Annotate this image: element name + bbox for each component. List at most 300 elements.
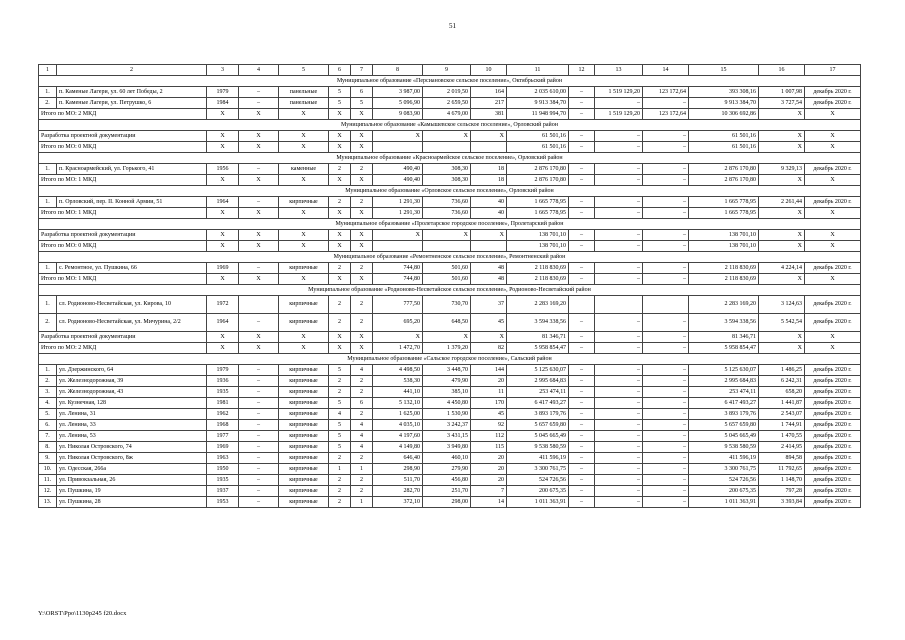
table-cell: кирпичные <box>279 420 329 431</box>
table-cell: декабрь 2020 г. <box>805 486 861 497</box>
table-cell: – <box>643 263 689 274</box>
table-cell: X <box>423 131 471 142</box>
table-cell: – <box>643 398 689 409</box>
table-cell: – <box>595 475 643 486</box>
table-cell: 11. <box>39 475 57 486</box>
section-title: Муниципальное образование «Пролетарское городское поселение», Пролетарский район <box>39 219 861 230</box>
table-cell: 2. <box>39 98 57 109</box>
table-cell: декабрь 2020 г. <box>805 365 861 376</box>
total-label: Итого по МО: 0 МКД <box>39 241 207 252</box>
table-cell: – <box>569 332 595 343</box>
footer-file-path: Y:\ORST\Ppo\1130p245 f20.docx <box>38 610 127 617</box>
table-row <box>39 409 861 420</box>
table-cell: 11 948 994,70 <box>507 109 569 120</box>
table-cell: X <box>279 241 329 252</box>
table-cell: 5. <box>39 409 57 420</box>
table-cell: 48 <box>471 274 507 285</box>
table-cell: – <box>239 164 279 175</box>
table-row <box>39 263 861 274</box>
table-cell: – <box>239 365 279 376</box>
table-cell: декабрь 2020 г. <box>805 296 861 314</box>
table-cell: 298,90 <box>373 464 423 475</box>
table-cell: 4 <box>351 365 373 376</box>
table-cell: ул. Ленина, 31 <box>57 409 207 420</box>
table-cell: 1 148,70 <box>759 475 805 486</box>
table-cell: 45 <box>471 314 507 332</box>
table-cell: – <box>569 314 595 332</box>
table-cell: 1 <box>351 464 373 475</box>
table-cell: 3 300 761,75 <box>689 464 759 475</box>
table-cell: – <box>239 87 279 98</box>
table-cell: X <box>329 230 351 241</box>
column-number: 11 <box>507 65 569 76</box>
table-cell: X <box>329 332 351 343</box>
table-cell: 298,00 <box>423 497 471 508</box>
table-cell: – <box>595 409 643 420</box>
table-cell: X <box>207 109 239 120</box>
table-cell: 4 <box>351 420 373 431</box>
column-number: 9 <box>423 65 471 76</box>
table-cell: декабрь 2020 г. <box>805 464 861 475</box>
table-cell: 658,20 <box>759 387 805 398</box>
table-cell: – <box>239 431 279 442</box>
table-cell: – <box>595 142 643 153</box>
table-cell: декабрь 2020 г. <box>805 98 861 109</box>
table-cell: X <box>279 131 329 142</box>
table-cell: 524 726,56 <box>689 475 759 486</box>
table-cell: 61 501,16 <box>507 131 569 142</box>
table-cell: – <box>595 230 643 241</box>
table-cell: X <box>207 332 239 343</box>
table-cell: 138 701,10 <box>689 241 759 252</box>
table-cell: 138 701,10 <box>507 230 569 241</box>
table-cell <box>569 296 595 314</box>
section-title: Муниципальное образование «Сальское городское поселение», Сальский район <box>39 354 861 365</box>
table-cell: 4 450,80 <box>423 398 471 409</box>
table-cell: X <box>805 241 861 252</box>
table-cell: – <box>239 98 279 109</box>
table-cell: 138 701,10 <box>507 241 569 252</box>
table-cell: 3 124,63 <box>759 296 805 314</box>
table-cell: 2 261,44 <box>759 197 805 208</box>
table-cell: декабрь 2020 г. <box>805 87 861 98</box>
table-cell: декабрь 2020 г. <box>805 376 861 387</box>
table-cell: – <box>569 142 595 153</box>
table-cell: X <box>329 175 351 186</box>
table-cell: 20 <box>471 453 507 464</box>
table-cell: 308,30 <box>423 164 471 175</box>
table-cell: 381 <box>471 109 507 120</box>
table-cell: – <box>239 475 279 486</box>
table-cell: – <box>595 365 643 376</box>
table-cell: – <box>569 263 595 274</box>
table-cell: 2 876 170,80 <box>689 164 759 175</box>
table-cell: 3 727,54 <box>759 98 805 109</box>
table-cell: X <box>351 208 373 219</box>
table-cell: X <box>471 131 507 142</box>
section-title: Муниципальное образование «Красноармейское сельское поселение», Орловский район <box>39 153 861 164</box>
table-cell: 200 675,35 <box>507 486 569 497</box>
table-cell: – <box>569 420 595 431</box>
table-cell: декабрь 2020 г. <box>805 314 861 332</box>
table-cell: 1. <box>39 164 57 175</box>
table-cell: 695,20 <box>373 314 423 332</box>
table-cell: 736,60 <box>423 197 471 208</box>
table-row <box>39 475 861 486</box>
table-cell: 1968 <box>207 420 239 431</box>
table-cell: 9 329,13 <box>759 164 805 175</box>
table-cell: ул. Пушкина, 19 <box>57 486 207 497</box>
table-cell: 1 625,00 <box>373 409 423 420</box>
table-cell: 2 <box>329 164 351 175</box>
table-cell: – <box>595 486 643 497</box>
table-cell: X <box>279 230 329 241</box>
table-cell: 2. <box>39 376 57 387</box>
table-cell: 2 876 170,80 <box>507 175 569 186</box>
table-cell: 2 019,50 <box>423 87 471 98</box>
table-cell: декабрь 2020 г. <box>805 197 861 208</box>
table-row <box>39 431 861 442</box>
table-cell: 1 486,25 <box>759 365 805 376</box>
table-cell <box>471 241 507 252</box>
table-cell: с. Ремонтное, ул. Пушкина, 66 <box>57 263 207 274</box>
table-cell: декабрь 2020 г. <box>805 409 861 420</box>
table-cell: – <box>643 164 689 175</box>
table-cell: X <box>279 142 329 153</box>
total-row <box>39 142 861 153</box>
total-row <box>39 332 861 343</box>
table-cell: 524 726,56 <box>507 475 569 486</box>
table-cell: 1 665 778,95 <box>689 208 759 219</box>
table-cell: X <box>805 175 861 186</box>
table-cell: X <box>805 208 861 219</box>
table-cell: 138 701,10 <box>689 230 759 241</box>
table-cell: – <box>595 343 643 354</box>
table-cell: – <box>643 142 689 153</box>
table-cell: 3 300 761,75 <box>507 464 569 475</box>
table-cell: – <box>569 164 595 175</box>
table-cell: 1 291,30 <box>373 197 423 208</box>
table-cell: сл. Родионово-Несветайская, ул. Мичурина, 2/2 <box>57 314 207 332</box>
table-cell: 1963 <box>207 453 239 464</box>
column-number: 10 <box>471 65 507 76</box>
section-row <box>39 252 861 263</box>
section-title: Муниципальное образование «Родионово-Несветайское сельское поселение», Родионово-Несветайский район <box>39 285 861 296</box>
column-number: 13 <box>595 65 643 76</box>
table-cell: – <box>643 464 689 475</box>
table-cell: – <box>643 314 689 332</box>
table-cell: 1. <box>39 365 57 376</box>
table-cell: 3 448,70 <box>423 365 471 376</box>
table-cell: – <box>643 453 689 464</box>
table-cell: 2 876 170,80 <box>689 175 759 186</box>
table-row <box>39 197 861 208</box>
table-cell: – <box>239 497 279 508</box>
table-cell: 5 096,90 <box>373 98 423 109</box>
table-cell: – <box>595 332 643 343</box>
table-cell: 2 118 830,69 <box>507 263 569 274</box>
table-cell: кирпичные <box>279 296 329 314</box>
table-cell: 61 501,16 <box>507 142 569 153</box>
column-number: 12 <box>569 65 595 76</box>
table-cell: декабрь 2020 г. <box>805 453 861 464</box>
table-cell: X <box>805 332 861 343</box>
table-cell: X <box>351 142 373 153</box>
table-cell: 9 538 580,59 <box>507 442 569 453</box>
total-row <box>39 343 861 354</box>
table-cell: 490,40 <box>373 164 423 175</box>
table-cell: ул. Ленина, 53 <box>57 431 207 442</box>
table-cell: X <box>351 274 373 285</box>
table-cell: X <box>329 131 351 142</box>
table-cell: – <box>595 164 643 175</box>
table-cell: 2 <box>351 409 373 420</box>
table-cell <box>423 142 471 153</box>
table-cell: X <box>207 274 239 285</box>
table-cell: 1964 <box>207 197 239 208</box>
table-cell: 14 <box>471 497 507 508</box>
table-cell: 797,28 <box>759 486 805 497</box>
table-cell: 2 <box>329 486 351 497</box>
table-cell: 460,10 <box>423 453 471 464</box>
table-cell: 1964 <box>207 314 239 332</box>
table-cell: – <box>569 230 595 241</box>
table-cell: X <box>239 332 279 343</box>
table-cell: X <box>207 343 239 354</box>
table-cell: X <box>351 343 373 354</box>
column-number: 17 <box>805 65 861 76</box>
table-cell: X <box>759 208 805 219</box>
table-cell: – <box>595 98 643 109</box>
table-cell: п. Орловский, пер. II. Конной Армии, 51 <box>57 197 207 208</box>
table-cell: кирпичные <box>279 376 329 387</box>
table-cell: 1950 <box>207 464 239 475</box>
table-cell: – <box>643 332 689 343</box>
table-cell: 115 <box>471 442 507 453</box>
table-cell: 490,40 <box>373 175 423 186</box>
table-cell: 2 <box>329 387 351 398</box>
table-cell: 1979 <box>207 87 239 98</box>
table-cell: 736,60 <box>423 208 471 219</box>
table-cell: 2 <box>329 376 351 387</box>
table-cell: 8. <box>39 442 57 453</box>
table-cell: X <box>207 142 239 153</box>
table-cell: 2 <box>351 296 373 314</box>
table-cell: X <box>239 208 279 219</box>
table-cell: – <box>239 442 279 453</box>
table-cell: панельные <box>279 87 329 98</box>
table-cell: X <box>329 241 351 252</box>
table-cell: 1936 <box>207 376 239 387</box>
table-cell: кирпичные <box>279 464 329 475</box>
table-cell: ул. Ленина, 33 <box>57 420 207 431</box>
table-cell: X <box>207 241 239 252</box>
table-cell: 1953 <box>207 497 239 508</box>
table-cell: – <box>595 208 643 219</box>
total-row <box>39 208 861 219</box>
section-row <box>39 354 861 365</box>
table-cell: 2 <box>329 453 351 464</box>
table-cell: – <box>569 431 595 442</box>
table-cell: – <box>569 442 595 453</box>
table-cell: кирпичные <box>279 453 329 464</box>
column-number: 15 <box>689 65 759 76</box>
table-cell: 1979 <box>207 365 239 376</box>
table-cell: 894,58 <box>759 453 805 464</box>
table-cell: – <box>569 197 595 208</box>
table-cell: 4 <box>351 431 373 442</box>
table-cell: – <box>595 431 643 442</box>
table-cell: 3 987,00 <box>373 87 423 98</box>
table-cell: X <box>207 208 239 219</box>
table-cell: 5 125 630,07 <box>507 365 569 376</box>
table-cell: – <box>595 197 643 208</box>
table-cell: 308,30 <box>423 175 471 186</box>
table-cell: 1 665 778,95 <box>689 197 759 208</box>
table-cell: 385,10 <box>423 387 471 398</box>
table-cell: 1972 <box>207 296 239 314</box>
table-cell: – <box>595 442 643 453</box>
table-cell: ул. Николая Островского, 74 <box>57 442 207 453</box>
table-cell: X <box>207 131 239 142</box>
table-cell: 2 283 169,20 <box>689 296 759 314</box>
table-cell: 1. <box>39 296 57 314</box>
table-cell: 6. <box>39 420 57 431</box>
table-cell: ул. Дзержинского, 64 <box>57 365 207 376</box>
table-cell: 3. <box>39 387 57 398</box>
table-cell: X <box>373 230 423 241</box>
table-cell: 1935 <box>207 387 239 398</box>
total-label: Итого по МО: 2 МКД <box>39 343 207 354</box>
table-cell <box>595 296 643 314</box>
table-cell: – <box>569 376 595 387</box>
table-cell: 5 125 630,07 <box>689 365 759 376</box>
table-cell: – <box>569 497 595 508</box>
table-cell: 1969 <box>207 263 239 274</box>
table-cell: 372,10 <box>373 497 423 508</box>
table-cell: – <box>239 263 279 274</box>
table-cell: – <box>239 420 279 431</box>
table-cell: 2 <box>329 314 351 332</box>
table-cell: – <box>595 131 643 142</box>
table-cell: X <box>759 109 805 120</box>
table-cell: 3 393,84 <box>759 497 805 508</box>
table-cell: X <box>805 230 861 241</box>
table-cell: 2 118 830,69 <box>689 263 759 274</box>
table-row <box>39 376 861 387</box>
table-cell: 18 <box>471 164 507 175</box>
table-cell: X <box>759 274 805 285</box>
table-cell: X <box>471 230 507 241</box>
table-cell: – <box>595 314 643 332</box>
table-cell: кирпичные <box>279 387 329 398</box>
table-cell: X <box>239 343 279 354</box>
table-cell: 112 <box>471 431 507 442</box>
table-cell: 6 417 493,27 <box>689 398 759 409</box>
table-cell: кирпичные <box>279 497 329 508</box>
table-cell: X <box>279 343 329 354</box>
table-row <box>39 296 861 314</box>
table-cell: 2 <box>351 486 373 497</box>
table-cell: 10. <box>39 464 57 475</box>
table-cell: X <box>805 343 861 354</box>
table-cell: 1 665 778,95 <box>507 197 569 208</box>
table-cell: X <box>351 131 373 142</box>
table-cell: 3 594 338,56 <box>507 314 569 332</box>
table-cell: – <box>595 398 643 409</box>
table-row <box>39 365 861 376</box>
table-cell: 1. <box>39 87 57 98</box>
table-cell: – <box>643 365 689 376</box>
table-cell: 40 <box>471 208 507 219</box>
table-cell: 1969 <box>207 442 239 453</box>
table-cell: 2 659,50 <box>423 98 471 109</box>
table-cell: 2 <box>351 387 373 398</box>
table-cell: п. Красноармейский, ул. Горького, 41 <box>57 164 207 175</box>
table-cell: X <box>329 343 351 354</box>
table-row <box>39 164 861 175</box>
table-cell: 1 011 363,91 <box>689 497 759 508</box>
table-cell: – <box>569 98 595 109</box>
table-cell: – <box>643 175 689 186</box>
table-cell: X <box>279 175 329 186</box>
table-cell: 1977 <box>207 431 239 442</box>
table-cell: 393 308,16 <box>689 87 759 98</box>
table-cell: – <box>569 398 595 409</box>
table-cell: 18 <box>471 175 507 186</box>
total-row <box>39 109 861 120</box>
table-cell: – <box>643 197 689 208</box>
page-number: 51 <box>449 22 456 30</box>
table-cell: X <box>351 230 373 241</box>
table-cell: 4 498,50 <box>373 365 423 376</box>
table-cell: – <box>643 208 689 219</box>
table-cell: 1 744,91 <box>759 420 805 431</box>
table-cell: – <box>643 431 689 442</box>
table-cell: кирпичные <box>279 475 329 486</box>
table-cell: 5 045 665,49 <box>507 431 569 442</box>
section-title: Муниципальное образование «Камышевское сельское поселение», Орловский район <box>39 120 861 131</box>
total-label: Разработка проектной документации <box>39 332 207 343</box>
table-cell: – <box>239 197 279 208</box>
table-cell: 501,60 <box>423 263 471 274</box>
table-cell: – <box>239 398 279 409</box>
table-cell: кирпичные <box>279 263 329 274</box>
table-cell: ул. Кузнечная, 128 <box>57 398 207 409</box>
table-cell: – <box>643 230 689 241</box>
table-cell: 20 <box>471 376 507 387</box>
table-cell: 3 893 179,76 <box>507 409 569 420</box>
table-cell: 82 <box>471 343 507 354</box>
table-cell: X <box>351 175 373 186</box>
table-cell: – <box>569 475 595 486</box>
table-cell: 11 <box>471 387 507 398</box>
table-cell: 1 530,90 <box>423 409 471 420</box>
table-cell: – <box>569 175 595 186</box>
table-cell: 6 242,31 <box>759 376 805 387</box>
table-cell: 3 242,37 <box>423 420 471 431</box>
section-row <box>39 153 861 164</box>
table-cell: X <box>239 142 279 153</box>
table-cell: 164 <box>471 87 507 98</box>
table-cell: X <box>329 274 351 285</box>
table-cell: 3 893 179,76 <box>689 409 759 420</box>
table-cell: 2 543,07 <box>759 409 805 420</box>
table-row <box>39 420 861 431</box>
table-cell: X <box>759 343 805 354</box>
table-cell: 6 417 493,27 <box>507 398 569 409</box>
table-cell: 1 519 129,20 <box>595 109 643 120</box>
